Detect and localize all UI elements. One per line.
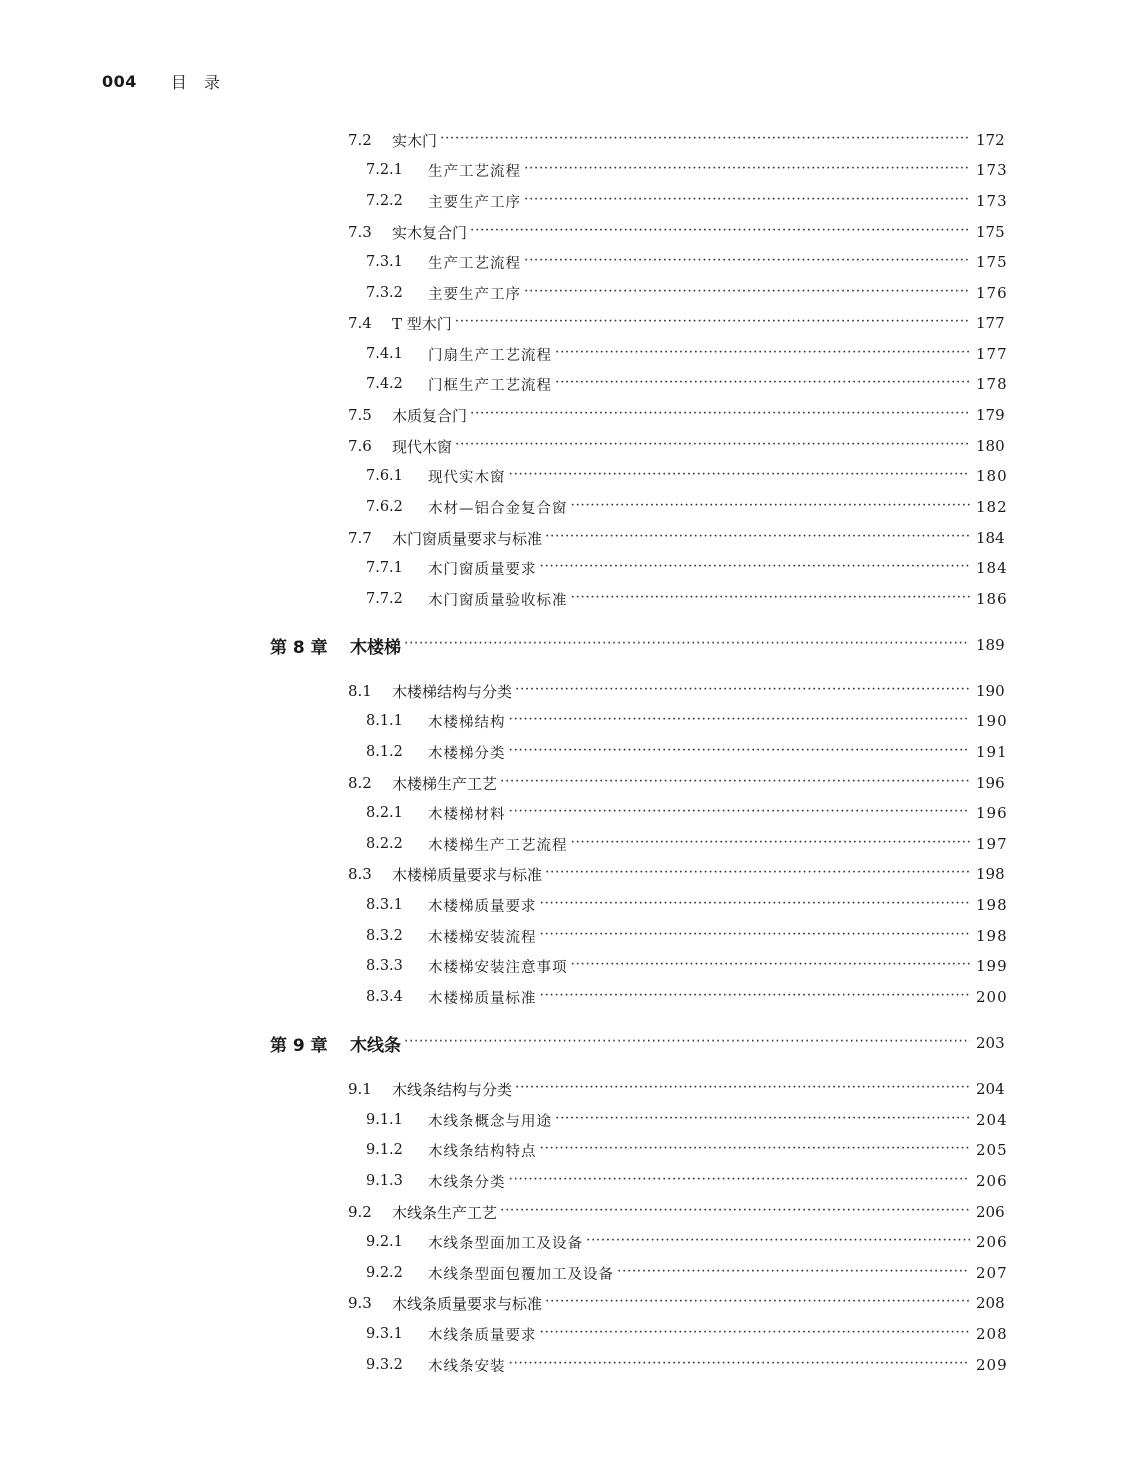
entry-page: 172: [976, 131, 1005, 149]
entry-title: 生产工艺流程: [428, 255, 521, 272]
dot-leader: [500, 771, 970, 795]
dot-leader: [509, 1169, 971, 1193]
chapter-number: 第 9 章: [270, 1035, 328, 1056]
toc-section-entry[interactable]: [348, 526, 1005, 550]
toc-subsection-entry[interactable]: [366, 495, 1008, 519]
toc-section-entry[interactable]: [348, 128, 1005, 152]
entry-number: 9.3.1: [366, 1326, 403, 1342]
entry-page: 184: [976, 559, 1008, 577]
toc-section-entry[interactable]: [348, 1291, 1005, 1315]
entry-title: 木楼梯生产工艺: [392, 774, 498, 793]
entry-title: 木质复合门: [392, 406, 468, 425]
toc-subsection-entry[interactable]: [366, 1322, 1008, 1346]
page-title: 目 录: [170, 72, 226, 92]
entry-page: 173: [976, 161, 1008, 179]
toc-section-entry[interactable]: [348, 771, 1005, 795]
entry-number: 7.6.2: [366, 499, 403, 515]
entry-title: 木线条结构与分类: [392, 1080, 513, 1099]
dot-leader: [404, 633, 970, 657]
entry-title: 木线条质量要求与标准: [392, 1294, 543, 1313]
entry-title: 门扇生产工艺流程: [428, 347, 552, 364]
entry-page: 197: [976, 835, 1008, 853]
toc-section-entry[interactable]: [348, 1200, 1005, 1224]
entry-page: 206: [976, 1172, 1008, 1190]
dot-leader: [524, 250, 970, 274]
entry-page: 180: [976, 467, 1008, 485]
entry-title: 木线条质量要求: [428, 1327, 537, 1344]
entry-title: 木楼梯质量要求: [428, 898, 537, 915]
toc-subsection-entry[interactable]: [366, 1353, 1008, 1377]
toc-subsection-entry[interactable]: [366, 556, 1008, 580]
toc-section-entry[interactable]: [348, 1077, 1005, 1101]
toc-subsection-entry[interactable]: [366, 281, 1008, 305]
entry-title: 木材—铝合金复合窗: [428, 500, 568, 517]
dot-leader: [617, 1261, 970, 1285]
dot-leader: [540, 556, 971, 580]
dot-leader: [571, 495, 971, 519]
entry-title: 木楼梯分类: [428, 745, 506, 762]
entry-number: 7.4: [348, 314, 372, 332]
page-header: [102, 70, 226, 92]
dot-leader: [545, 526, 970, 550]
entry-number: 8.2: [348, 774, 372, 792]
entry-number: 7.2.1: [366, 162, 403, 178]
entry-title: 木楼梯生产工艺流程: [428, 837, 568, 854]
entry-page: 173: [976, 192, 1008, 210]
entry-title: 实木门: [392, 131, 438, 150]
toc-subsection-entry[interactable]: [366, 464, 1008, 488]
entry-page: 206: [976, 1203, 1005, 1221]
entry-title: 木线条分类: [428, 1174, 506, 1191]
entry-title: 主要生产工序: [428, 194, 521, 211]
dot-leader: [571, 587, 971, 611]
toc-subsection-entry[interactable]: [366, 1169, 1008, 1193]
toc-subsection-entry[interactable]: [366, 1138, 1008, 1162]
entry-page: 189: [976, 636, 1005, 654]
page-number: 004: [102, 71, 137, 91]
entry-title: 主要生产工序: [428, 286, 521, 303]
dot-leader: [509, 709, 971, 733]
entry-number: 7.6: [348, 437, 372, 455]
toc-subsection-entry[interactable]: [366, 801, 1008, 825]
entry-title: 木门窗质量要求与标准: [392, 529, 543, 548]
dot-leader: [545, 862, 970, 886]
toc-section-entry[interactable]: [348, 434, 1005, 458]
dot-leader: [440, 128, 970, 152]
toc-subsection-entry[interactable]: [366, 587, 1008, 611]
entry-number: 8.1: [348, 682, 372, 700]
dot-leader: [540, 985, 971, 1009]
entry-page: 184: [976, 529, 1005, 547]
entry-title: 木楼梯安装流程: [428, 929, 537, 946]
entry-page: 196: [976, 774, 1005, 792]
entry-title: 木楼梯材料: [428, 806, 506, 823]
dot-leader: [470, 403, 970, 427]
entry-title: 木线条型面包覆加工及设备: [428, 1266, 614, 1283]
dot-leader: [586, 1230, 970, 1254]
dot-leader: [515, 1077, 970, 1101]
dot-leader: [509, 740, 971, 764]
entry-title: 生产工艺流程: [428, 163, 521, 180]
dot-leader: [555, 1108, 970, 1132]
dot-leader: [404, 1031, 970, 1055]
toc-subsection-entry[interactable]: [366, 1108, 1008, 1132]
entry-title: 木门窗质量要求: [428, 561, 537, 578]
entry-number: 8.3.1: [366, 897, 403, 913]
chapter-title: 木楼梯: [350, 637, 401, 658]
entry-number: 9.2.2: [366, 1265, 403, 1281]
entry-page: 204: [976, 1111, 1008, 1129]
entry-page: 190: [976, 712, 1008, 730]
entry-number: 7.2: [348, 131, 372, 149]
dot-leader: [545, 1291, 970, 1315]
entry-number: 8.3.2: [366, 928, 403, 944]
entry-number: 8.3.4: [366, 989, 403, 1005]
entry-page: 208: [976, 1325, 1008, 1343]
entry-number: 9.3: [348, 1294, 372, 1312]
dot-leader: [555, 342, 970, 366]
entry-page: 191: [976, 743, 1008, 761]
entry-number: 7.7: [348, 529, 372, 547]
entry-number: 9.2.1: [366, 1234, 403, 1250]
dot-leader: [540, 893, 971, 917]
entry-page: 182: [976, 498, 1008, 516]
dot-leader: [571, 954, 971, 978]
entry-number: 7.6.1: [366, 468, 403, 484]
toc-chapter-entry[interactable]: [270, 631, 1005, 659]
dot-leader: [571, 832, 971, 856]
entry-number: 8.1.2: [366, 744, 403, 760]
entry-number: 7.3.2: [366, 285, 403, 301]
toc-subsection-entry[interactable]: [366, 158, 1008, 182]
toc-subsection-entry[interactable]: [366, 924, 1008, 948]
entry-number: 8.2.2: [366, 836, 403, 852]
toc-section-entry[interactable]: [348, 220, 1005, 244]
toc-subsection-entry[interactable]: [366, 1261, 1008, 1285]
entry-title: 木线条结构特点: [428, 1143, 537, 1160]
entry-title: 实木复合门: [392, 223, 468, 242]
dot-leader: [509, 801, 971, 825]
entry-title: 木门窗质量验收标准: [428, 592, 568, 609]
entry-title: 木线条型面加工及设备: [428, 1235, 583, 1252]
dot-leader: [540, 1138, 971, 1162]
entry-page: 206: [976, 1233, 1008, 1251]
entry-page: 177: [976, 314, 1005, 332]
toc-subsection-entry[interactable]: [366, 342, 1008, 366]
dot-leader: [470, 220, 970, 244]
entry-number: 7.4.2: [366, 376, 403, 392]
entry-title: T 型木门: [392, 314, 452, 333]
dot-leader: [500, 1200, 970, 1224]
entry-title: 木楼梯结构: [428, 714, 506, 731]
entry-number: 7.2.2: [366, 193, 403, 209]
dot-leader: [524, 189, 970, 213]
entry-page: 198: [976, 896, 1008, 914]
entry-page: 177: [976, 345, 1008, 363]
toc-subsection-entry[interactable]: [366, 740, 1008, 764]
entry-number: 7.3.1: [366, 254, 403, 270]
entry-page: 190: [976, 682, 1005, 700]
toc-subsection-entry[interactable]: [366, 985, 1008, 1009]
entry-title: 木线条生产工艺: [392, 1203, 498, 1222]
chapter-number: 第 8 章: [270, 637, 328, 658]
entry-number: 9.1.3: [366, 1173, 403, 1189]
entry-number: 9.1: [348, 1080, 372, 1098]
entry-page: 176: [976, 284, 1008, 302]
entry-number: 8.3.3: [366, 958, 403, 974]
entry-page: 175: [976, 223, 1005, 241]
entry-page: 209: [976, 1356, 1008, 1374]
entry-page: 205: [976, 1141, 1008, 1159]
entry-title: 现代实木窗: [428, 469, 506, 486]
dot-leader: [509, 1353, 971, 1377]
entry-number: 8.3: [348, 865, 372, 883]
entry-page: 179: [976, 406, 1005, 424]
entry-number: 8.1.1: [366, 713, 403, 729]
entry-page: 208: [976, 1294, 1005, 1312]
entry-title: 现代木窗: [392, 437, 453, 456]
entry-title: 木线条安装: [428, 1358, 506, 1375]
entry-page: 199: [976, 957, 1008, 975]
entry-title: 木楼梯质量标准: [428, 990, 537, 1007]
entry-number: 7.5: [348, 406, 372, 424]
dot-leader: [524, 281, 970, 305]
dot-leader: [455, 311, 970, 335]
entry-title: 木楼梯质量要求与标准: [392, 865, 543, 884]
entry-number: 7.4.1: [366, 346, 403, 362]
toc-subsection-entry[interactable]: [366, 954, 1008, 978]
entry-page: 203: [976, 1034, 1005, 1052]
entry-title: 木楼梯安装注意事项: [428, 959, 568, 976]
dot-leader: [540, 1322, 971, 1346]
toc-subsection-entry[interactable]: [366, 250, 1008, 274]
toc-subsection-entry[interactable]: [366, 372, 1008, 396]
entry-page: 207: [976, 1264, 1008, 1282]
entry-page: 204: [976, 1080, 1005, 1098]
dot-leader: [555, 372, 970, 396]
entry-page: 196: [976, 804, 1008, 822]
toc-chapter-entry[interactable]: [270, 1029, 1005, 1057]
toc-section-entry[interactable]: [348, 862, 1005, 886]
entry-page: 200: [976, 988, 1008, 1006]
toc-subsection-entry[interactable]: [366, 1230, 1008, 1254]
entry-number: 9.1.1: [366, 1112, 403, 1128]
entry-number: 9.3.2: [366, 1357, 403, 1373]
entry-number: 7.7.1: [366, 560, 403, 576]
entry-page: 175: [976, 253, 1008, 271]
toc-subsection-entry[interactable]: [366, 832, 1008, 856]
entry-number: 7.3: [348, 223, 372, 241]
toc-section-entry[interactable]: [348, 403, 1005, 427]
entry-page: 180: [976, 437, 1005, 455]
dot-leader: [455, 434, 970, 458]
entry-page: 178: [976, 375, 1008, 393]
toc-subsection-entry[interactable]: [366, 709, 1008, 733]
toc-section-entry[interactable]: [348, 679, 1005, 703]
chapter-title: 木线条: [350, 1035, 401, 1056]
entry-title: 木线条概念与用途: [428, 1113, 552, 1130]
entry-number: 9.1.2: [366, 1142, 403, 1158]
dot-leader: [515, 679, 970, 703]
toc-subsection-entry[interactable]: [366, 893, 1008, 917]
entry-page: 186: [976, 590, 1008, 608]
toc-subsection-entry[interactable]: [366, 189, 1008, 213]
dot-leader: [540, 924, 971, 948]
entry-title: 木楼梯结构与分类: [392, 682, 513, 701]
toc-section-entry[interactable]: [348, 311, 1005, 335]
entry-number: 7.7.2: [366, 591, 403, 607]
entry-page: 198: [976, 927, 1008, 945]
entry-title: 门框生产工艺流程: [428, 377, 552, 394]
entry-number: 9.2: [348, 1203, 372, 1221]
entry-number: 8.2.1: [366, 805, 403, 821]
dot-leader: [509, 464, 971, 488]
dot-leader: [524, 158, 970, 182]
entry-page: 198: [976, 865, 1005, 883]
